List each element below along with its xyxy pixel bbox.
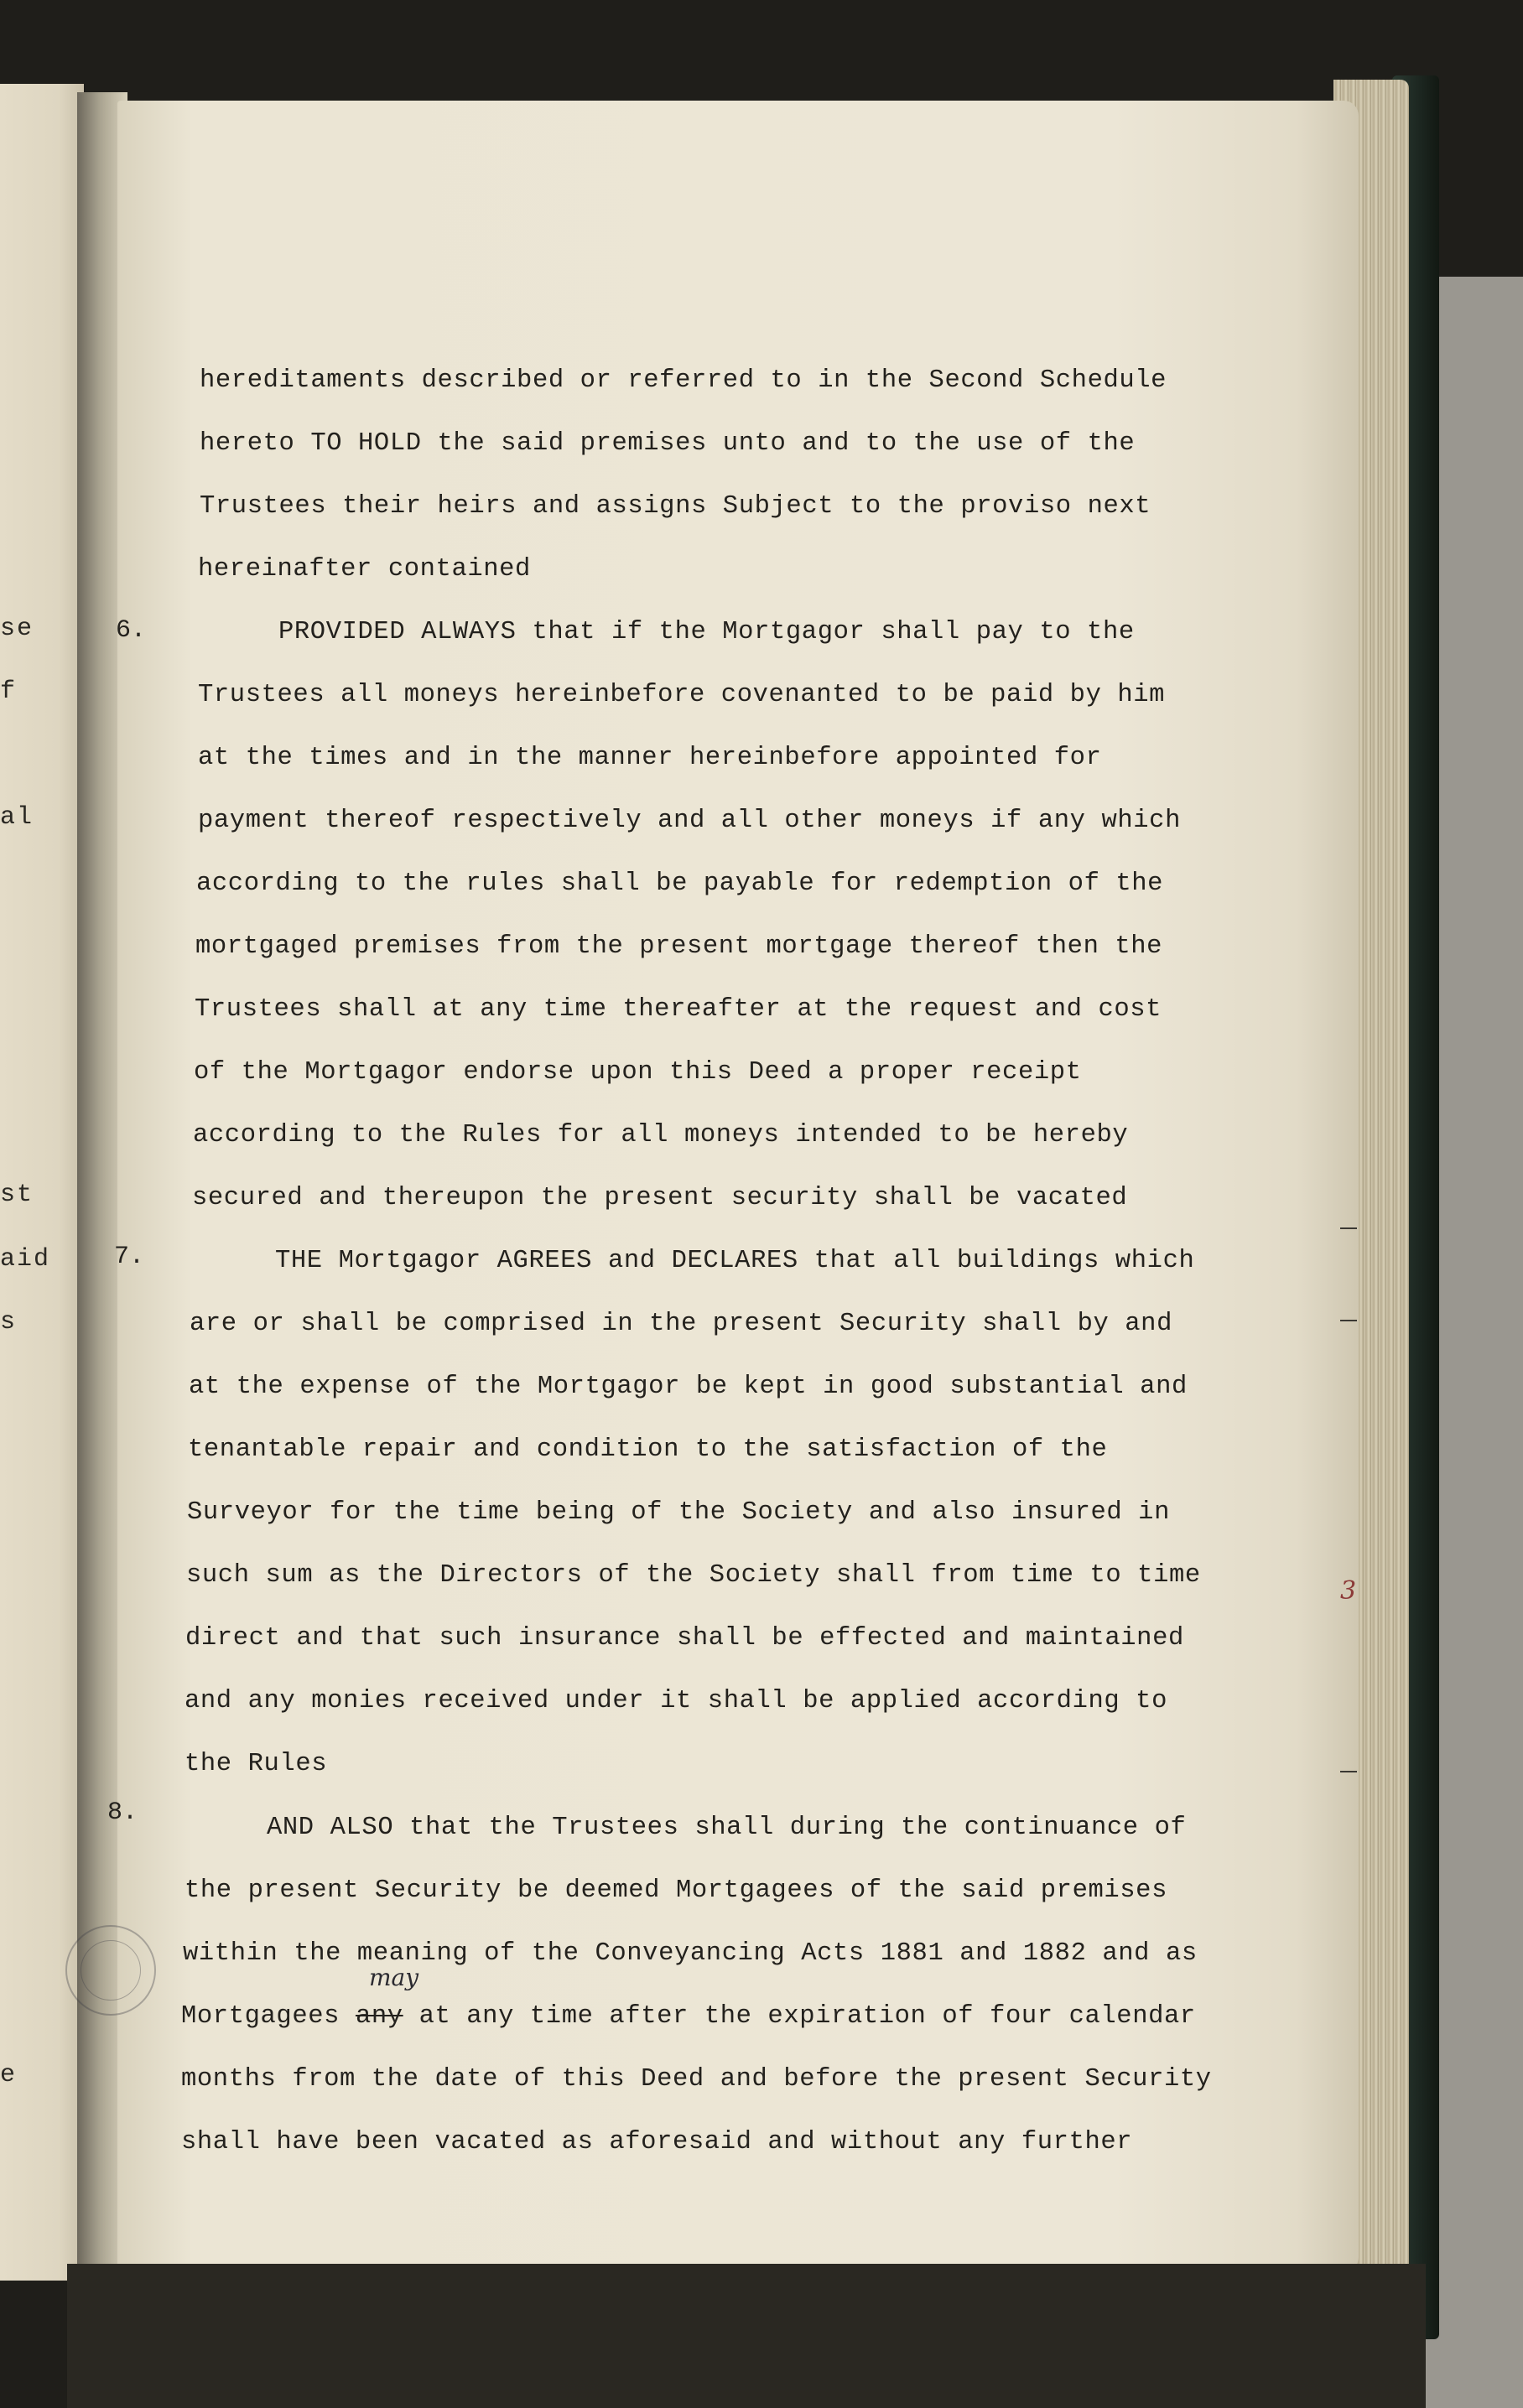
text-line: shall have been vacated as aforesaid and without any further <box>181 2128 1133 2156</box>
bottom-band <box>67 2264 1426 2408</box>
text-segment: at any time after the expiration of four calendar <box>418 2002 1196 2031</box>
text-line: Trustees all moneys hereinbefore covenanted to be paid by him <box>198 681 1166 709</box>
text-line: are or shall be comprised in the present Security shall by and <box>190 1310 1172 1338</box>
left-page-fragment: se <box>0 615 34 643</box>
text-line: and any monies received under it shall be applied according to <box>185 1687 1167 1715</box>
margin-tick <box>1340 1227 1357 1229</box>
text-line: of the Mortgagor endorse upon this Deed a proper receipt <box>194 1058 1082 1087</box>
margin-annotation: 3 <box>1340 1576 1357 1606</box>
text-line: Trustees their heirs and assigns Subject to the proviso next <box>200 492 1151 521</box>
clause-number: 7. <box>114 1243 145 1271</box>
left-page-fragment: f <box>0 677 18 706</box>
text-line: THE Mortgagor AGREES and DECLARES that all buildings which <box>275 1247 1195 1275</box>
registry-stamp <box>65 1925 156 2016</box>
left-page-fragment: s <box>0 1308 18 1336</box>
text-line: such sum as the Directors of the Society shall from time to time <box>186 1561 1201 1590</box>
text-line: PROVIDED ALWAYS that if the Mortgagor shall pay to the <box>278 618 1135 646</box>
margin-tick <box>1340 1771 1357 1772</box>
text-line: AND ALSO that the Trustees shall during the continuance of <box>267 1814 1187 1842</box>
left-page-fragment: al <box>0 803 34 832</box>
text-segment: Mortgagees <box>181 2002 340 2031</box>
left-page-fragment: st <box>0 1181 34 1209</box>
text-line: at the expense of the Mortgagor be kept in good substantial and <box>189 1373 1188 1401</box>
text-line: the Rules <box>185 1750 328 1778</box>
margin-tick <box>1340 1320 1357 1321</box>
desk-background <box>1426 277 1523 2408</box>
text-line: hereinafter contained <box>198 555 531 584</box>
text-line: according to the Rules for all moneys intended to be hereby <box>193 1121 1129 1150</box>
left-page-fragment: aid <box>0 1245 51 1274</box>
text-line: at the times and in the manner hereinbefore appointed for <box>198 744 1102 772</box>
text-line: within the meaning of the Conveyancing Acts 1881 and 1882 and as <box>183 1939 1198 1968</box>
text-line: tenantable repair and condition to the satisfaction of the <box>188 1435 1108 1464</box>
text-line: secured and thereupon the present security shall be vacated <box>192 1184 1128 1212</box>
text-line: hereto TO HOLD the said premises unto and to the use of the <box>200 429 1136 458</box>
left-page-fragment: e <box>0 2061 18 2089</box>
text-line: the present Security be deemed Mortgagees of the said premises <box>185 1876 1167 1905</box>
text-line: Trustees shall at any time thereafter at the request and cost <box>195 995 1162 1024</box>
clause-number: 6. <box>116 616 147 645</box>
text-line <box>181 2002 1196 2031</box>
text-line: hereditaments described or referred to in the Second Schedule <box>200 366 1167 395</box>
text-line: mortgaged premises from the present mortgage thereof then the <box>195 932 1163 961</box>
struck-word: any <box>355 2002 403 2031</box>
stamp-inner-ring <box>81 1940 141 2001</box>
text-line: according to the rules shall be payable for redemption of the <box>196 869 1164 898</box>
text-line: Surveyor for the time being of the Society and also insured in <box>187 1498 1170 1527</box>
clause-number: 8. <box>107 1798 138 1827</box>
text-line: direct and that such insurance shall be effected and maintained <box>185 1624 1184 1653</box>
handwritten-insertion: may <box>369 1964 419 1991</box>
text-line: payment thereof respectively and all other moneys if any which <box>198 807 1181 835</box>
text-line: months from the date of this Deed and before the present Security <box>181 2065 1212 2094</box>
